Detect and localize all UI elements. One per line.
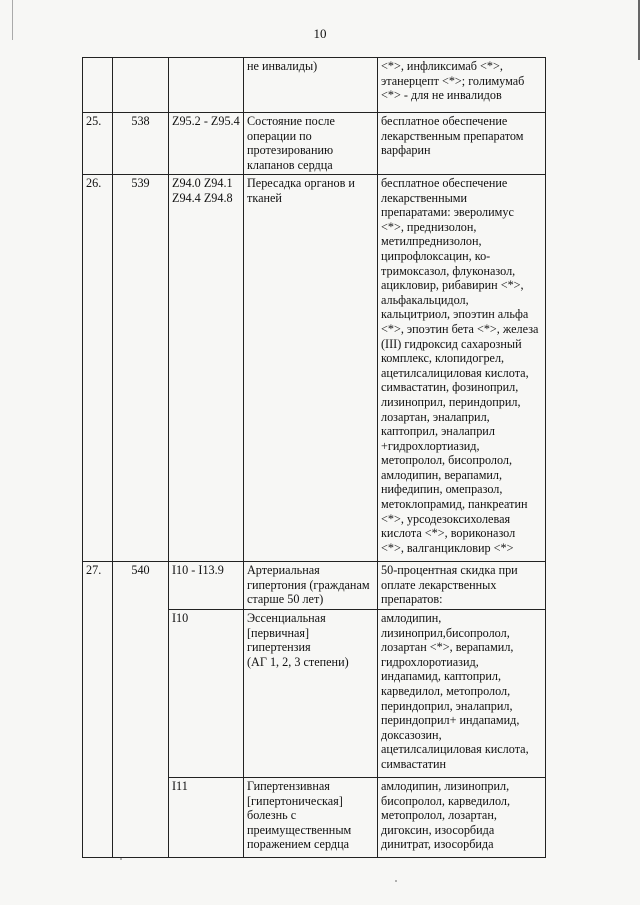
drugs-cell: амлодипин, лизиноприл, бисопролол, карведилол, метопролол, лозартан, дигоксин, изосорбида динитрат, изосорбида (378, 778, 546, 858)
scan-edge-mark-left (12, 0, 13, 40)
scan-dot (395, 880, 397, 882)
table-row (83, 562, 546, 610)
icd-code-cell: Z95.2 - Z95.4 (169, 113, 244, 175)
icd-code-cell: I10 (169, 610, 244, 778)
drugs-cell: <*>, инфликсимаб <*>, этанерцепт <*>; голимумаб <*> - для не инвалидов (378, 58, 546, 113)
row-code-cell: 539 (113, 175, 169, 562)
condition-cell: Пересадка органов и тканей (244, 175, 378, 562)
icd-code-cell: I11 (169, 778, 244, 858)
drugs-cell: бесплатное обеспечение лекарственными препаратами: эверолимус <*>, преднизолон, метилпреднизолон, ципрофлоксацин, ко- тримоксазол, флуконазол, ацикловир, рибавирин <*>, альфакальцидол, кальцитриол, эпоэтин альфа <*>, эпоэтин бета <*>, железа (III) гидроксид сахарозный комплекс, клопидогрел, ацетилсалициловая кислота, симвастатин, фозиноприл, лизиноприл, периндоприл, лозартан, эналаприл, каптоприл, эналаприл +гидрохлортиазид, метопролол, бисопролол, амлодипин, верапамил, нифедипин, омепразол, метоклопрамид, панкреатин <*>, урсодезоксихолевая кислота <*>, вориконазол <*>, валганцикловир <*> (378, 175, 546, 562)
table-row (83, 58, 546, 113)
condition-cell: не инвалиды) (244, 58, 378, 113)
table-row (83, 113, 546, 175)
row-code-cell (113, 58, 169, 113)
drugs-cell: амлодипин, лизиноприл,бисопролол, лозартан <*>, верапамил, гидрохлоротиазид, индапамид, каптоприл, карведилол, метопролол, периндоприл, эналаприл, периндоприл+ индапамид, доксазозин, ацетилсалициловая кислота, симвастатин (378, 610, 546, 778)
row-code-cell: 538 (113, 113, 169, 175)
condition-cell: Состояние после операции по протезированию клапанов сердца (244, 113, 378, 175)
row-index-cell (83, 58, 113, 113)
drug-provision-table (82, 57, 546, 858)
row-index-cell: 26. (83, 175, 113, 562)
scan-dot (120, 858, 122, 860)
icd-code-cell: I10 - I13.9 (169, 562, 244, 610)
drugs-cell: бесплатное обеспечение лекарственным препаратом варфарин (378, 113, 546, 175)
condition-cell: Эссенциальная [первичная] гипертензия (АГ 1, 2, 3 степени) (244, 610, 378, 778)
drugs-cell: 50-процентная скидка при оплате лекарственных препаратов: (378, 562, 546, 610)
icd-code-cell: Z94.0 Z94.1 Z94.4 Z94.8 (169, 175, 244, 562)
row-index-cell: 25. (83, 113, 113, 175)
condition-cell: Артериальная гипертония (гражданам старше 50 лет) (244, 562, 378, 610)
row-code-cell: 540 (113, 562, 169, 858)
table-row (83, 175, 546, 562)
row-index-cell: 27. (83, 562, 113, 858)
icd-code-cell (169, 58, 244, 113)
page-number: 10 (313, 26, 327, 41)
condition-cell: Гипертензивная [гипертоническая] болезнь с преимущественным поражением сердца (244, 778, 378, 858)
